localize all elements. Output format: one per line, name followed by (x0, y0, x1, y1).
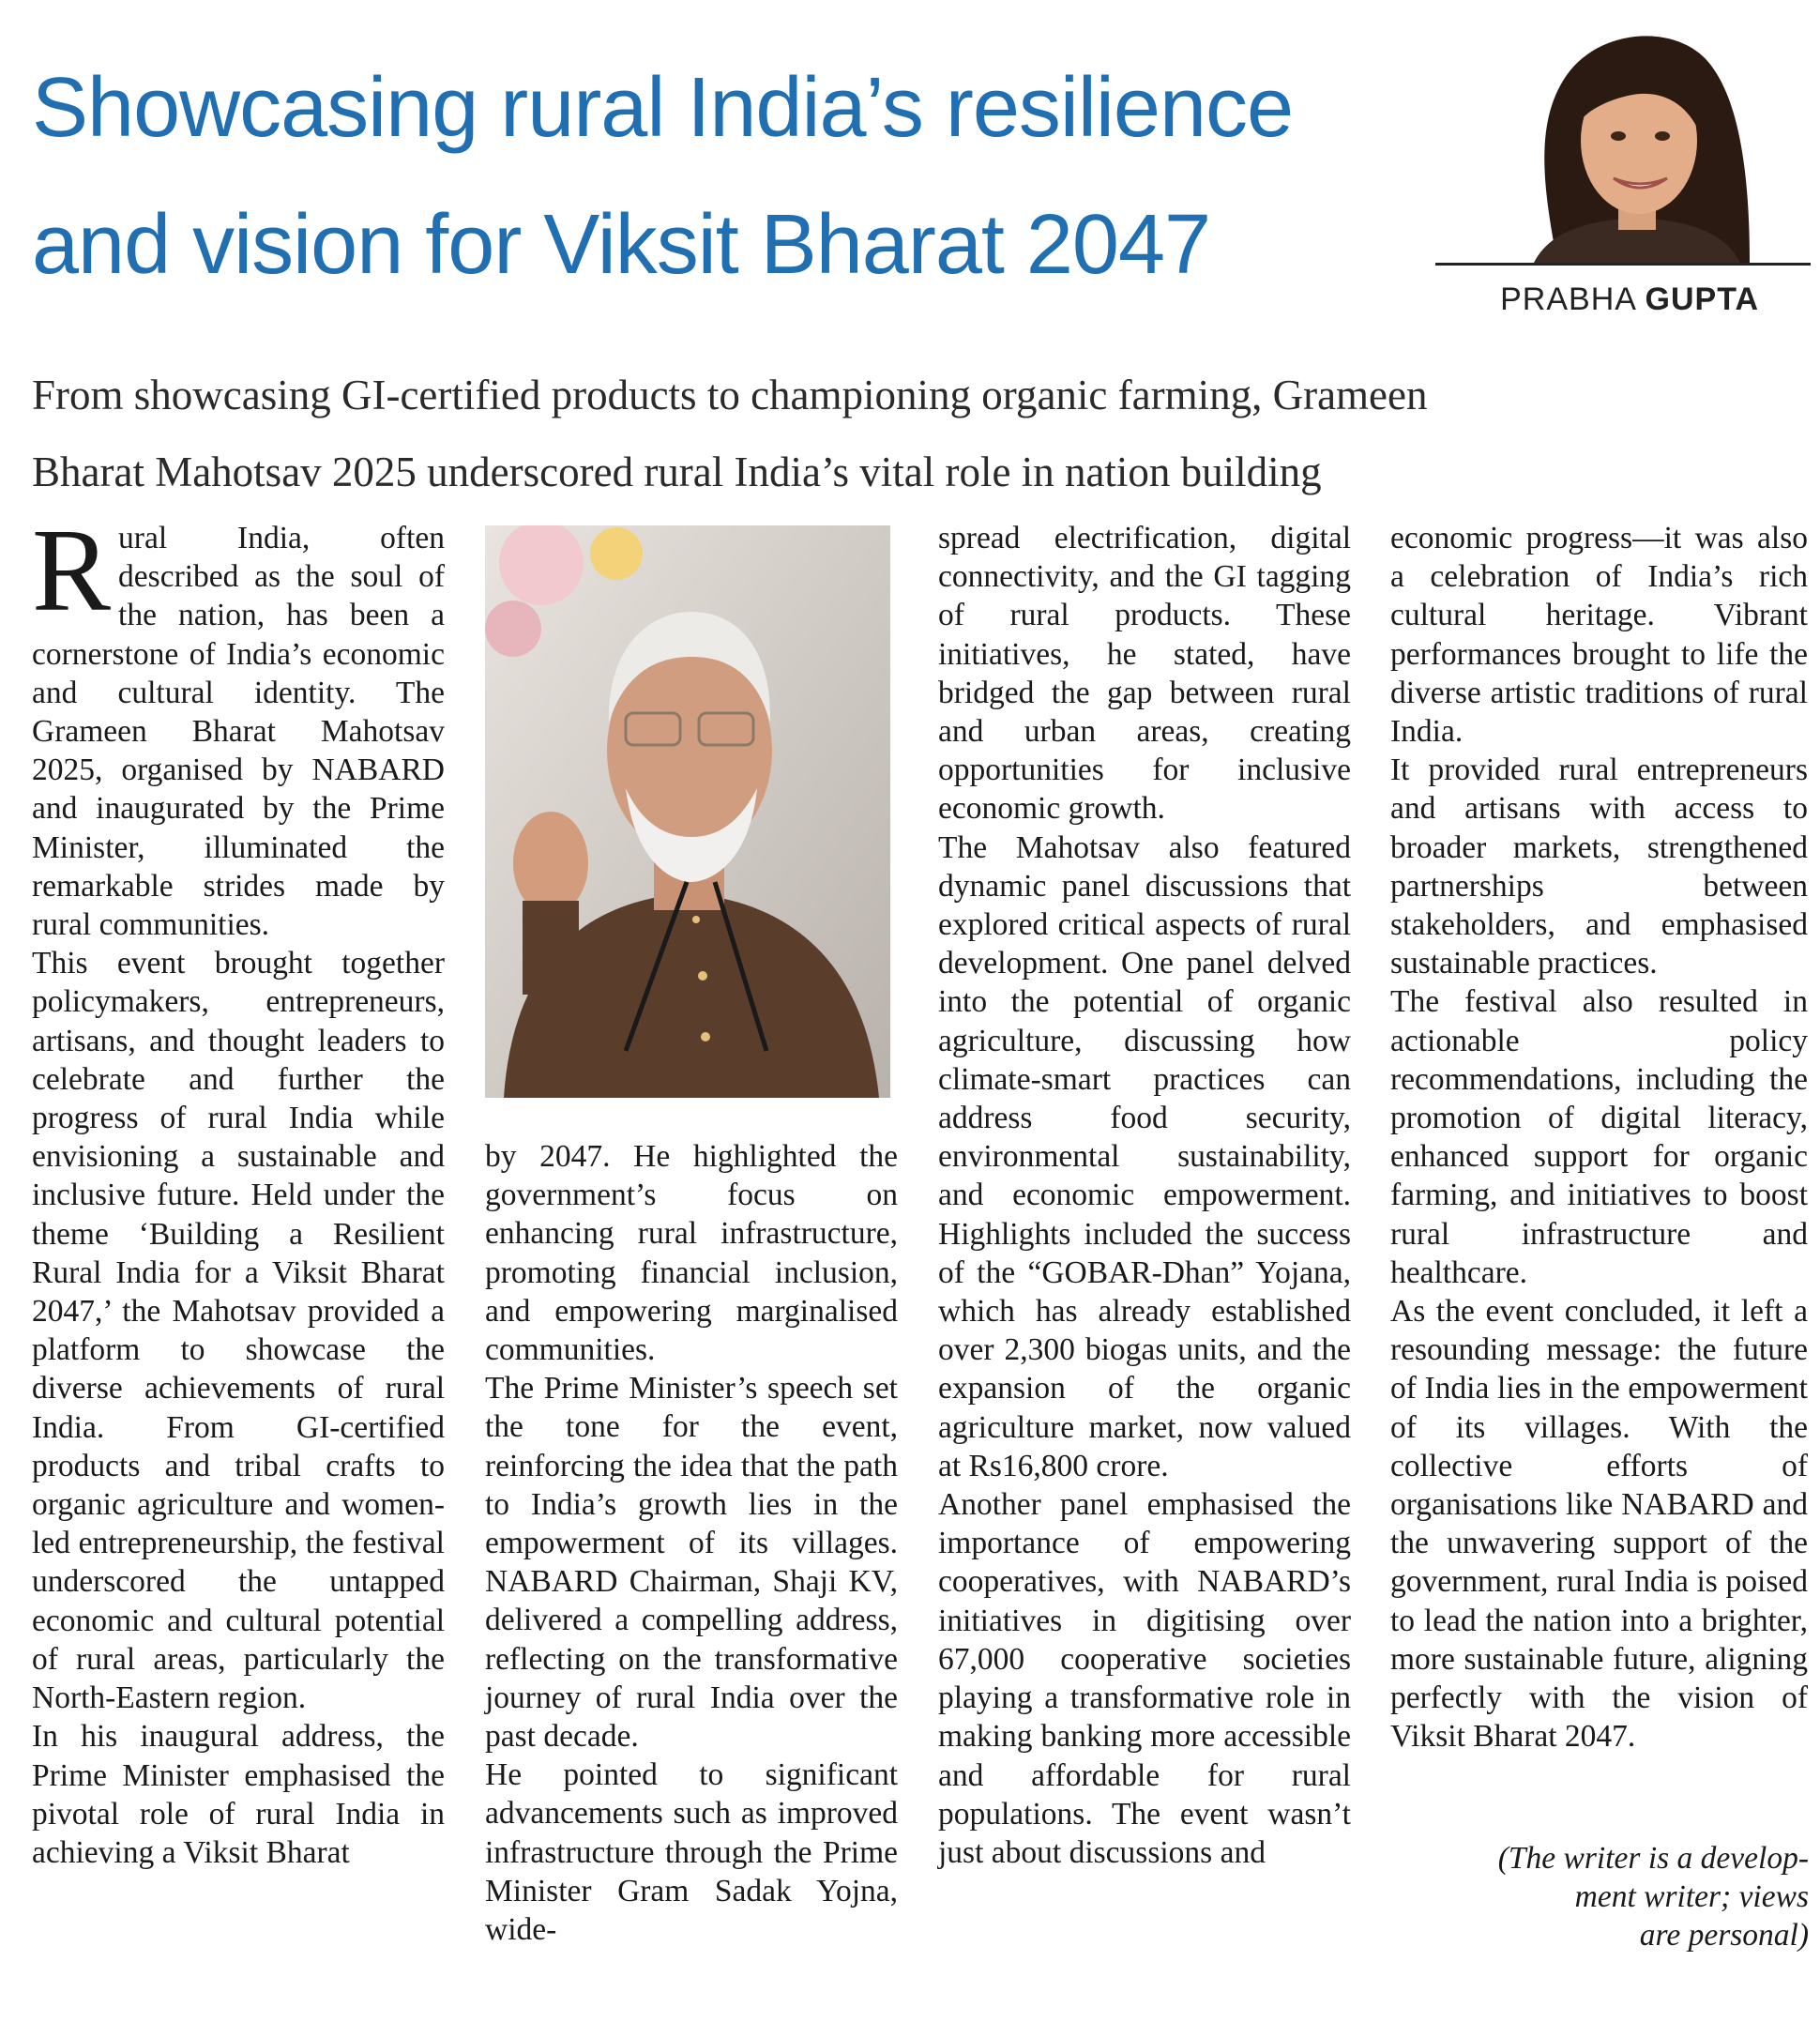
body-column-1 (32, 506, 445, 1872)
paragraph: Another panel emphasised the importance of empowering cooperatives, with NABARD’s initiatives in digitising over 67,000 cooperative societies playing a transformative role in making banking more accessible and affordable for rural populations. The event wasn’t just about discussions and (938, 1487, 1351, 1870)
body-column-3 (938, 519, 1351, 1872)
paragraph: The Prime Minister’s speech set the tone for the event, reinforcing the idea that the path to India’s growth lies in the empowerment of its villages. NABARD Chairman, Shaji KV, delivered a compelling address, reflecting on the transformative journey of rural India over the past decade. (485, 1371, 898, 1755)
paragraph: economic progress—it was also a celebration of India’s rich cultural heritage. Vibrant performances brought to life the diverse artistic traditions of rural India. (1390, 521, 1808, 750)
article-photo (485, 525, 890, 1098)
author-photo (1468, 9, 1806, 263)
paragraph: The Mahotsav also featured dynamic panel discussions that explored critical aspects of rural development. One panel delved into the potential of organic agriculture, discussing how climate-smart practices can address food security, environmental sustainability, and economic empowerment. Highlights included the success of the “GOBAR-Dhan” Yojana, which has already established over 2,300 biogas units, and the expansion of the organic agriculture market, now valued at Rs16,800 crore. (938, 829, 1351, 1483)
headline-line-1: Showcasing rural India’s resilience (32, 61, 1294, 155)
author-byline (1445, 281, 1759, 318)
paragraph: He pointed to significant advancements such as improved infrastructure through the Prime Minister Gram Sadak Yojna, wide- (485, 1757, 898, 1948)
body-column-2 (485, 1137, 898, 1949)
writer-note-line-1: (The writer is a develop- (1497, 1841, 1809, 1876)
standfirst-line-1: From showcasing GI-certified products to championing organic farming, Grameen (32, 372, 1428, 418)
body-column-4 (1390, 519, 1808, 1756)
author-last-name: GUPTA (1645, 281, 1759, 317)
headline-line-2: and vision for Viksit Bharat 2047 (32, 198, 1211, 292)
standfirst-line-2: Bharat Mahotsav 2025 underscored rural India’s vital role in nation building (32, 448, 1322, 495)
paragraph: This event brought together policymakers, entrepreneurs, artisans, and thought leaders to celebrate and further the progress of rural India while envisioning a sustainable and inclusive future. Held under the theme ‘Building a Resilient Rural India for a Viksit Bharat 2047,’ the Mahotsav provided a platform to showcase the diverse achievements of rural India. From GI-certified products and tribal crafts to organic agriculture and women-led entrepreneurship, the festival underscored the untapped economic and cultural potential of rural areas, particularly the North-Eastern region. (32, 946, 445, 1716)
standfirst (32, 357, 1796, 510)
writer-note-line-3: are personal) (1639, 1918, 1809, 1953)
paragraph: ural India, often described as the soul of the nation, has been a cornerstone of India’s economic and cultural identity. The Grameen Bharat Mahotsav 2025, organised by NABARD and inaugurated by the Prime Minister, illuminated the remarkable strides made by rural communities. (32, 521, 445, 943)
paragraph: spread electrification, digital connectivity, and the GI tagging of rural products. These initiatives, he stated, have bridged the gap between rural and urban areas, creating opportunities for inclusive economic growth. (938, 521, 1351, 827)
paragraph: In his inaugural address, the Prime Minister emphasised the pivotal role of rural India in achieving a Viksit Bharat (32, 1719, 445, 1870)
paragraph: As the event concluded, it left a resounding message: the future of India lies in the empowerment of its villages. With the collective efforts of organisations like NABARD and the unwavering support of the government, rural India is poised to lead the nation into a brighter, more sustainable future, aligning perfectly with the vision of Viksit Bharat 2047. (1390, 1294, 1808, 1755)
writer-note (1407, 1839, 1809, 1954)
headline (32, 39, 1420, 313)
author-first-name: PRABHA (1500, 281, 1636, 317)
paragraph: It provided rural entrepreneurs and artisans with access to broader markets, strengthened partnerships between stakeholders, and emphasised sustainable practices. (1390, 753, 1808, 981)
byline-rule (1435, 263, 1811, 266)
drop-cap: R (32, 506, 112, 636)
writer-note-line-2: ment writer; views (1574, 1879, 1809, 1914)
paragraph: The festival also resulted in actionable policy recommendations, including the promotion of digital literacy, enhanced support for organic farming, and initiatives to boost rural infrastructure and healthcare. (1390, 984, 1808, 1290)
paragraph: by 2047. He highlighted the government’s focus on enhancing rural infrastructure, promoting financial inclusion, and empowering marginalised communities. (485, 1139, 898, 1368)
